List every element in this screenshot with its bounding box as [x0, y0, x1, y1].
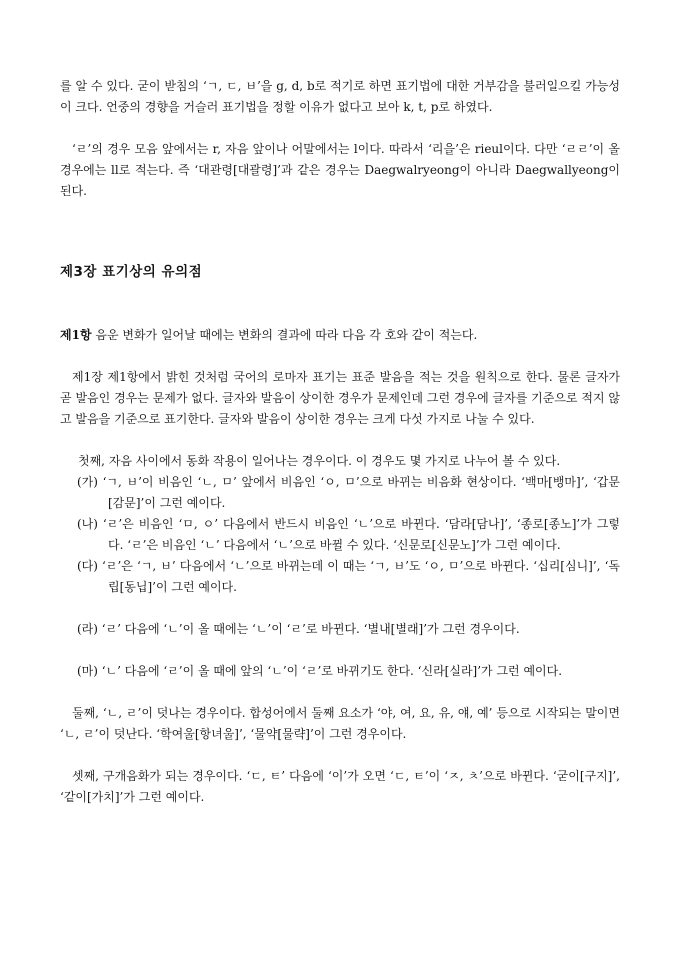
spacer [60, 430, 620, 451]
spacer [60, 346, 620, 367]
list-item-ra: (라) ‘ㄹ’ 다음에 ‘ㄴ’이 올 때에는 ‘ㄴ’이 ‘ㄹ’로 바뀐다. ‘별내[별래]’가 그런 경우이다. [77, 622, 520, 636]
first-case-lead: 첫째, 자음 사이에서 동화 작용이 일어나는 경우이다. 이 경우도 몇 가지로 나누어 볼 수 있다. [78, 454, 561, 468]
list-item-da: (다) ‘ㄹ’은 ‘ㄱ, ㅂ’ 다음에서 ‘ㄴ’으로 바뀌는데 이 때는 ‘ㄱ, ㅂ’도 ‘ㅇ, ㅁ’으로 바뀐다. ‘십리[심니]’, ‘독립[동닙]’이 그런 예이다. [77, 559, 620, 594]
third-case-paragraph: 셋째, 구개음화가 되는 경우이다. ‘ㄷ, ㅌ’ 다음에 ‘이’가 오면 ‘ㄷ, ㅌ’이 ‘ㅈ, ㅊ’으로 바뀐다. ‘굳이[구지]’, ‘같이[가치]’가 그런 예이다. [60, 769, 620, 804]
spacer [60, 682, 620, 703]
intro-paragraph: 제1장 제1항에서 밝힌 것처럼 국어의 로마자 표기는 표준 발음을 적는 것을 원칙으로 한다. 물론 글자가 곧 발음인 경우는 문제가 없다. 글자와 발음이 상이한 경우가 문제인데 그런 경우에 글자를 기준으로 적지 않고 발음을 기준으로 표기한다. 글자와 발음이 상이한 경우는 크게 다섯 가지로 나눌 수 있다. [60, 370, 620, 426]
list-item-na: (나) ‘ㄹ’은 비음인 ‘ㅁ, ㅇ’ 다음에서 반드시 비음인 ‘ㄴ’으로 바뀐다. ‘담라[담나]’, ‘종로[종노]’가 그렇다. ‘ㄹ’은 비음인 ‘ㄴ’ 다음에서 ‘ㄴ’으로 바뀔 수 있다. ‘신문로[신문노]’가 그런 예이다. [77, 517, 620, 552]
article-text: 음운 변화가 일어날 때에는 변화의 결과에 따라 다음 각 호와 같이 적는다. [91, 328, 478, 342]
list-item-ga: (가) ‘ㄱ, ㅂ’이 비음인 ‘ㄴ, ㅁ’ 앞에서 비음인 ‘ㅇ, ㅁ’으로 바뀌는 비음화 현상이다. ‘백마[뱅마]’, ‘갑문[감문]’이 그런 예이다. [77, 475, 620, 510]
spacer [60, 202, 620, 262]
article-paragraph [60, 325, 620, 346]
spacer [60, 283, 620, 325]
list-item-ma: (마) ‘ㄴ’ 다음에 ‘ㄹ’이 올 때에 앞의 ‘ㄴ’이 ‘ㄹ’로 바뀌기도 한다. ‘신라[실라]’가 그런 예이다. [77, 664, 563, 678]
spacer [60, 640, 620, 661]
spacer [60, 745, 620, 766]
body-paragraph: ‘ㄹ’의 경우 모음 앞에서는 r, 자음 앞이나 어말에서는 l이다. 따라서 ‘리을’은 rieul이다. 다만 ‘ㄹㄹ’이 올 경우에는 ll로 적는다. 즉 ‘대관령[대괄령]’과 같은 경우는 Daegwalryeong이 아니라 Daegwallyeong이 된다. [60, 142, 620, 198]
body-paragraph: 를 알 수 있다. 굳이 받침의 ‘ㄱ, ㄷ, ㅂ’을 g, d, b로 적기로 하면 표기법에 대한 거부감을 불러일으킬 가능성이 크다. 언중의 경향을 거슬러 표기법을 정할 이유가 없다고 보아 k, t, p로 하였다. [60, 79, 620, 114]
chapter-heading: 제3장 표기상의 유의점 [60, 264, 203, 280]
second-case-paragraph: 둘째, ‘ㄴ, ㄹ’이 덧나는 경우이다. 합성어에서 둘째 요소가 ‘야, 여, 요, 유, 얘, 예’ 등으로 시작되는 말이면 ‘ㄴ, ㄹ’이 덧난다. ‘학여울[항녀울]’, ‘물약[물략]’이 그런 경우이다. [60, 706, 620, 741]
spacer [60, 598, 620, 619]
spacer [60, 118, 620, 139]
article-label: 제1항 [60, 328, 92, 342]
